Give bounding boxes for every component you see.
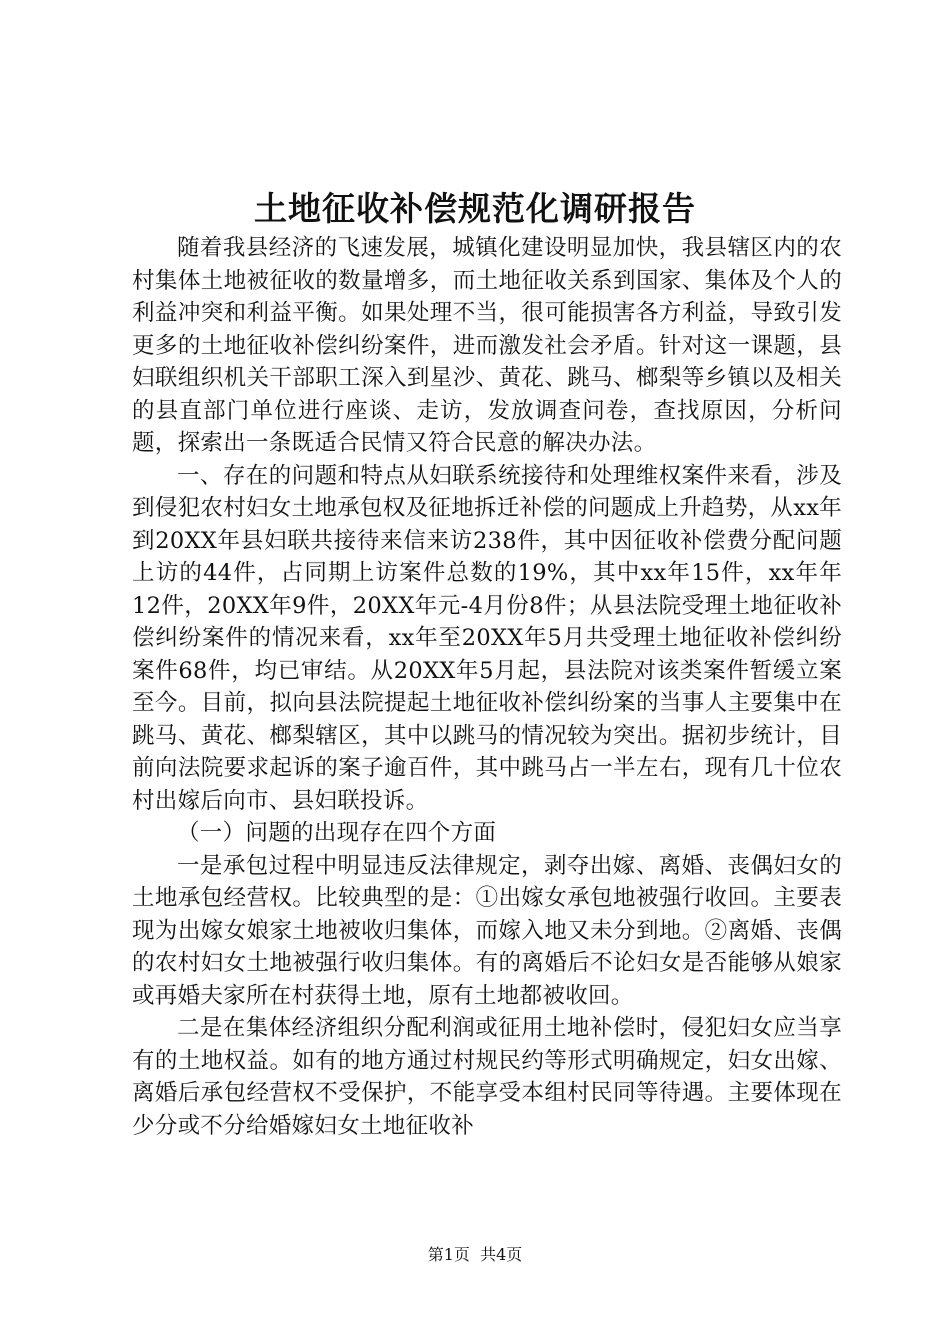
document-body: [132, 232, 842, 1142]
paragraph-problems-overview: 一、存在的问题和特点从妇联系统接待和处理维权案件来看，涉及到侵犯农村妇女土地承包权及征地拆迁补偿的问题成上升趋势，从xx年到20XX年县妇联共接待来信来访238件，其中因征收补偿费分配问题上访的44件，占同期上访案件总数的19%，其中xx年15件，xx年年12件，20XX年9件，20XX年元-4月份8件；从县法院受理土地征收补偿纠纷案件的情况来看，xx年至20XX年5月共受理土地征收补偿纠纷案件68件，均已审结。从20XX年5月起，县法院对该类案件暂缓立案至今。目前，拟向县法院提起土地征收补偿纠纷案的当事人主要集中在跳马、黄花、榔梨辖区，其中以跳马的情况较为突出。据初步统计，目前向法院要求起诉的案子逾百件，其中跳马占一半左右，现有几十位农村出嫁后向市、县妇联投诉。: [132, 462, 842, 814]
paragraph-point-one: 一是承包过程中明显违反法律规定，剥夺出嫁、离婚、丧偶妇女的土地承包经营权。比较典型的是：①出嫁女承包地被强行收回。主要表现为出嫁女娘家土地被收归集体，而嫁入地又未分到地。②离婚、丧偶的农村妇女土地被强行收归集体。有的离婚后不论妇女是否能够从娘家或再婚夫家所在村获得土地，原有土地都被收回。: [132, 852, 842, 1009]
document-title: 土地征收补偿规范化调研报告: [254, 189, 696, 228]
paragraph-point-two: 二是在集体经济组织分配利润或征用土地补偿时，侵犯妇女应当享有的土地权益。如有的地方通过村规民约等形式明确规定，妇女出嫁、离婚后承包经营权不受保护，不能享受本组村民同等待遇。主要体现在少分或不分给婚嫁妇女土地征收补: [132, 1015, 842, 1139]
paragraph-subheading: （一）问题的出现存在四个方面: [177, 820, 497, 846]
page-total: 共4页: [480, 1245, 523, 1264]
paragraph-intro: 随着我县经济的飞速发展，城镇化建设明显加快，我县辖区内的农村集体土地被征收的数量增多，而土地征收关系到国家、集体及个人的利益冲突和利益平衡。如果处理不当，很可能损害各方利益，导致引发更多的土地征收补偿纠纷案件，进而激发社会矛盾。针对这一课题，县妇联组织机关干部职工深入到星沙、黄花、跳马、榔梨等乡镇以及相关的县直部门单位进行座谈、走访，发放调查问卷，查找原因，分析问题，探索出一条既适合民情又符合民意的解决办法。: [132, 235, 842, 456]
page-footer: [0, 1244, 950, 1266]
page-number: 第1页: [427, 1245, 470, 1264]
